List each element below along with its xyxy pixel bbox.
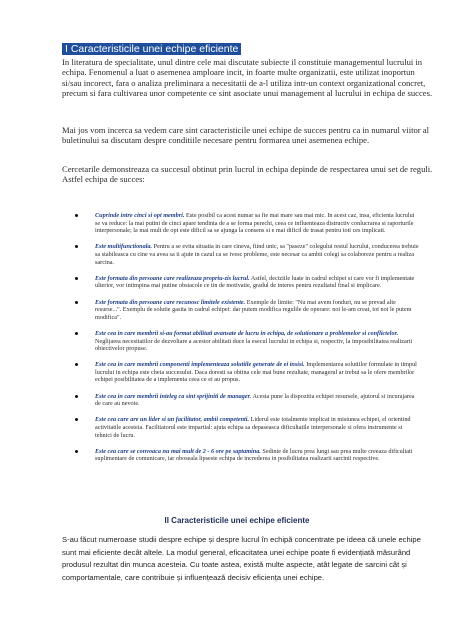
bullet-icon xyxy=(75,277,78,280)
bullet-icon xyxy=(75,450,78,453)
list-item xyxy=(75,243,419,266)
bullet-icon xyxy=(75,301,78,304)
list-item xyxy=(75,212,419,235)
bullet-icon xyxy=(75,214,78,217)
list-item-text: Neglijarea necesitatilor de dezvoltare a acestor abilitati duce la esecul lucrului in echipa si, respectiv, la imposibilitatea realizarii obiectivelor propuse. xyxy=(95,337,413,353)
list-item-lead: Este cea in care membrii inteleg ca sint sprijiniti de manager. xyxy=(95,392,252,400)
list-item-text: Pentru a se evita situatia in care cineva, fiind unic, sa "paseze" colegului restul lucrului, conducerea trebuie sa stabileasca cu cine va avea sa ii ajute in cazul ca se ivesc probleme, este necesar ca ambii colegi sa colaboreze pentru a realiza sarcina. xyxy=(95,243,419,266)
list-item xyxy=(75,361,419,384)
list-item xyxy=(75,275,419,290)
section-2-heading: II Caracteristicile unei echipe eficiente xyxy=(164,516,310,525)
intro-paragraph-3: Cercetarile demonstreaza ca succesul obtinut prin lucrul in echipa depinde de respectarea unui set de reguli. Astfel echipa de succes: xyxy=(62,164,433,185)
list-item-lead: Este cea care se convoaca nu mai mult de 2 - 6 ore pe saptamina. xyxy=(95,447,261,455)
list-item-text: Sedinte de lucru prea lungi sau prea multe creeaza dificultati suplimentare de comunicare, iar oboseala lipseste echipa de increderea in posibilitatea realizarii sarcinii respective. xyxy=(95,447,413,463)
section-2-paragraph: S-au făcut numeroase studii despre echipe și despre lucrul în echipă concentrate pe ideea că unele echipe sunt mai eficiente decât altele. La modul general, eficacitatea unei echipe poate fi evidențiată măsurând produsul rezultat din munca acesteia. Cu toate astea, există multe aspecte, atât legate de sarcini cât și comportamentale, care contribuie și influențează decisiv eficiența unei echipe. xyxy=(62,535,421,582)
bullet-icon xyxy=(75,418,78,421)
list-item xyxy=(75,416,419,439)
section-1-heading: I Caracteristicile unei echipe eficiente xyxy=(62,43,241,55)
success-rules-list xyxy=(75,212,419,472)
intro-paragraph-1: In literatura de specialitate, unul dintre cele mai discutate subiecte il constituie managementul lucrului in echipa. Fenomenul a luat o asemenea amploare incit, in foarte multe organizatii, este utilizat inoportun si/sau incorect, fara o analiza preliminara a necesitatii de a-l utiliza intr-un context organizational concret, precum si fara cultivarea unor competente ce sint asociate unui management al lucrului in echipa de succes. xyxy=(62,57,433,98)
list-item-text: Astfel, deciziile luate in cadrul echipei si care vor fi implementate ulterior, vor intimpina mai putine obstacole ce tin de motivatie, gradul de interes pentru rezultatul final si implicare. xyxy=(95,274,415,290)
list-item xyxy=(75,393,419,408)
bullet-icon xyxy=(75,245,78,248)
list-item-lead: Este multifunctionala. xyxy=(95,243,153,251)
list-item-text: Exemple de limite: "Nu mai avem fonduri, nu se prevad alte resurse...". Exemplu de solutie gasita in cadrul echipei: dar putem modifica regulile de operare: noi le-am creat, tot noi le putem modifica". xyxy=(95,298,412,321)
list-item xyxy=(75,330,419,353)
list-item-lead: Este formata din persoane care recunosc limitele existente. xyxy=(95,298,246,306)
list-item-lead: Cuprinde intre cinci si opt membri. xyxy=(95,212,185,219)
list-item-text: Este posibil ca acest numar sa fie mai mare sau mai mic. In acest caz, insa, eficienta lucrului se va reduce: la mai putini de cinci apare tendinta de a se forma perechi, ceea ce influenteaza distructiv conlucrarea si raporturile interpersonale; la mai mult de opt este dificil sa se ajunga la consens si e mai dificil de trasat pentru toti ces implicati. xyxy=(95,212,415,235)
bullet-icon xyxy=(75,395,78,398)
bullet-icon xyxy=(75,363,78,366)
intro-paragraph-2: Mai jos vom incerca sa vedem care sint caracteristicile unei echipe de succes pentru ca in numarul viitor al buletinului sa discutam despre conditiile necesare pentru formarea unei asemenea echipe. xyxy=(62,125,429,146)
list-item xyxy=(75,299,419,322)
list-item-lead: Este cea in care membrii si-au format abilitati avansate de lucru in echipa, de solutionare a problemelor si conflictelor. xyxy=(95,329,399,337)
bullet-icon xyxy=(75,332,78,335)
list-item-lead: Este cea in care membrii componenti implementeaza solutiile generate de ei insisi. xyxy=(95,361,305,369)
list-item-lead: Este formata din persoane care realizeaza propriu-zis lucrul. xyxy=(95,274,250,282)
list-item-text: Liderul este totalmente implicat in misiunea echipei, el orientind activitatile acesteia. Facilitatorul este impartial: ajuta echipa sa depaseasca dificultatile interpersonale si ofera instrumente si tehnici de lucru. xyxy=(95,416,411,439)
list-item-lead: Este cea care are un lider si un facilitator, ambii competenti. xyxy=(95,416,249,424)
list-item-text: Implementarea solutiilor formulate in timpul lucrului in echipa este cheia succesului. Daca doresti sa obtina cele mai bune rezultate, managerul ar trebui sa le ofere membrilor echipei posibilitatea de a implementa ceea ce ei au propus. xyxy=(95,361,417,384)
list-item-text: Acesta pune la dispozitia echipei resursele, ajutorul si incurajarea de care au nevoie. xyxy=(95,392,415,408)
list-item xyxy=(75,448,419,463)
